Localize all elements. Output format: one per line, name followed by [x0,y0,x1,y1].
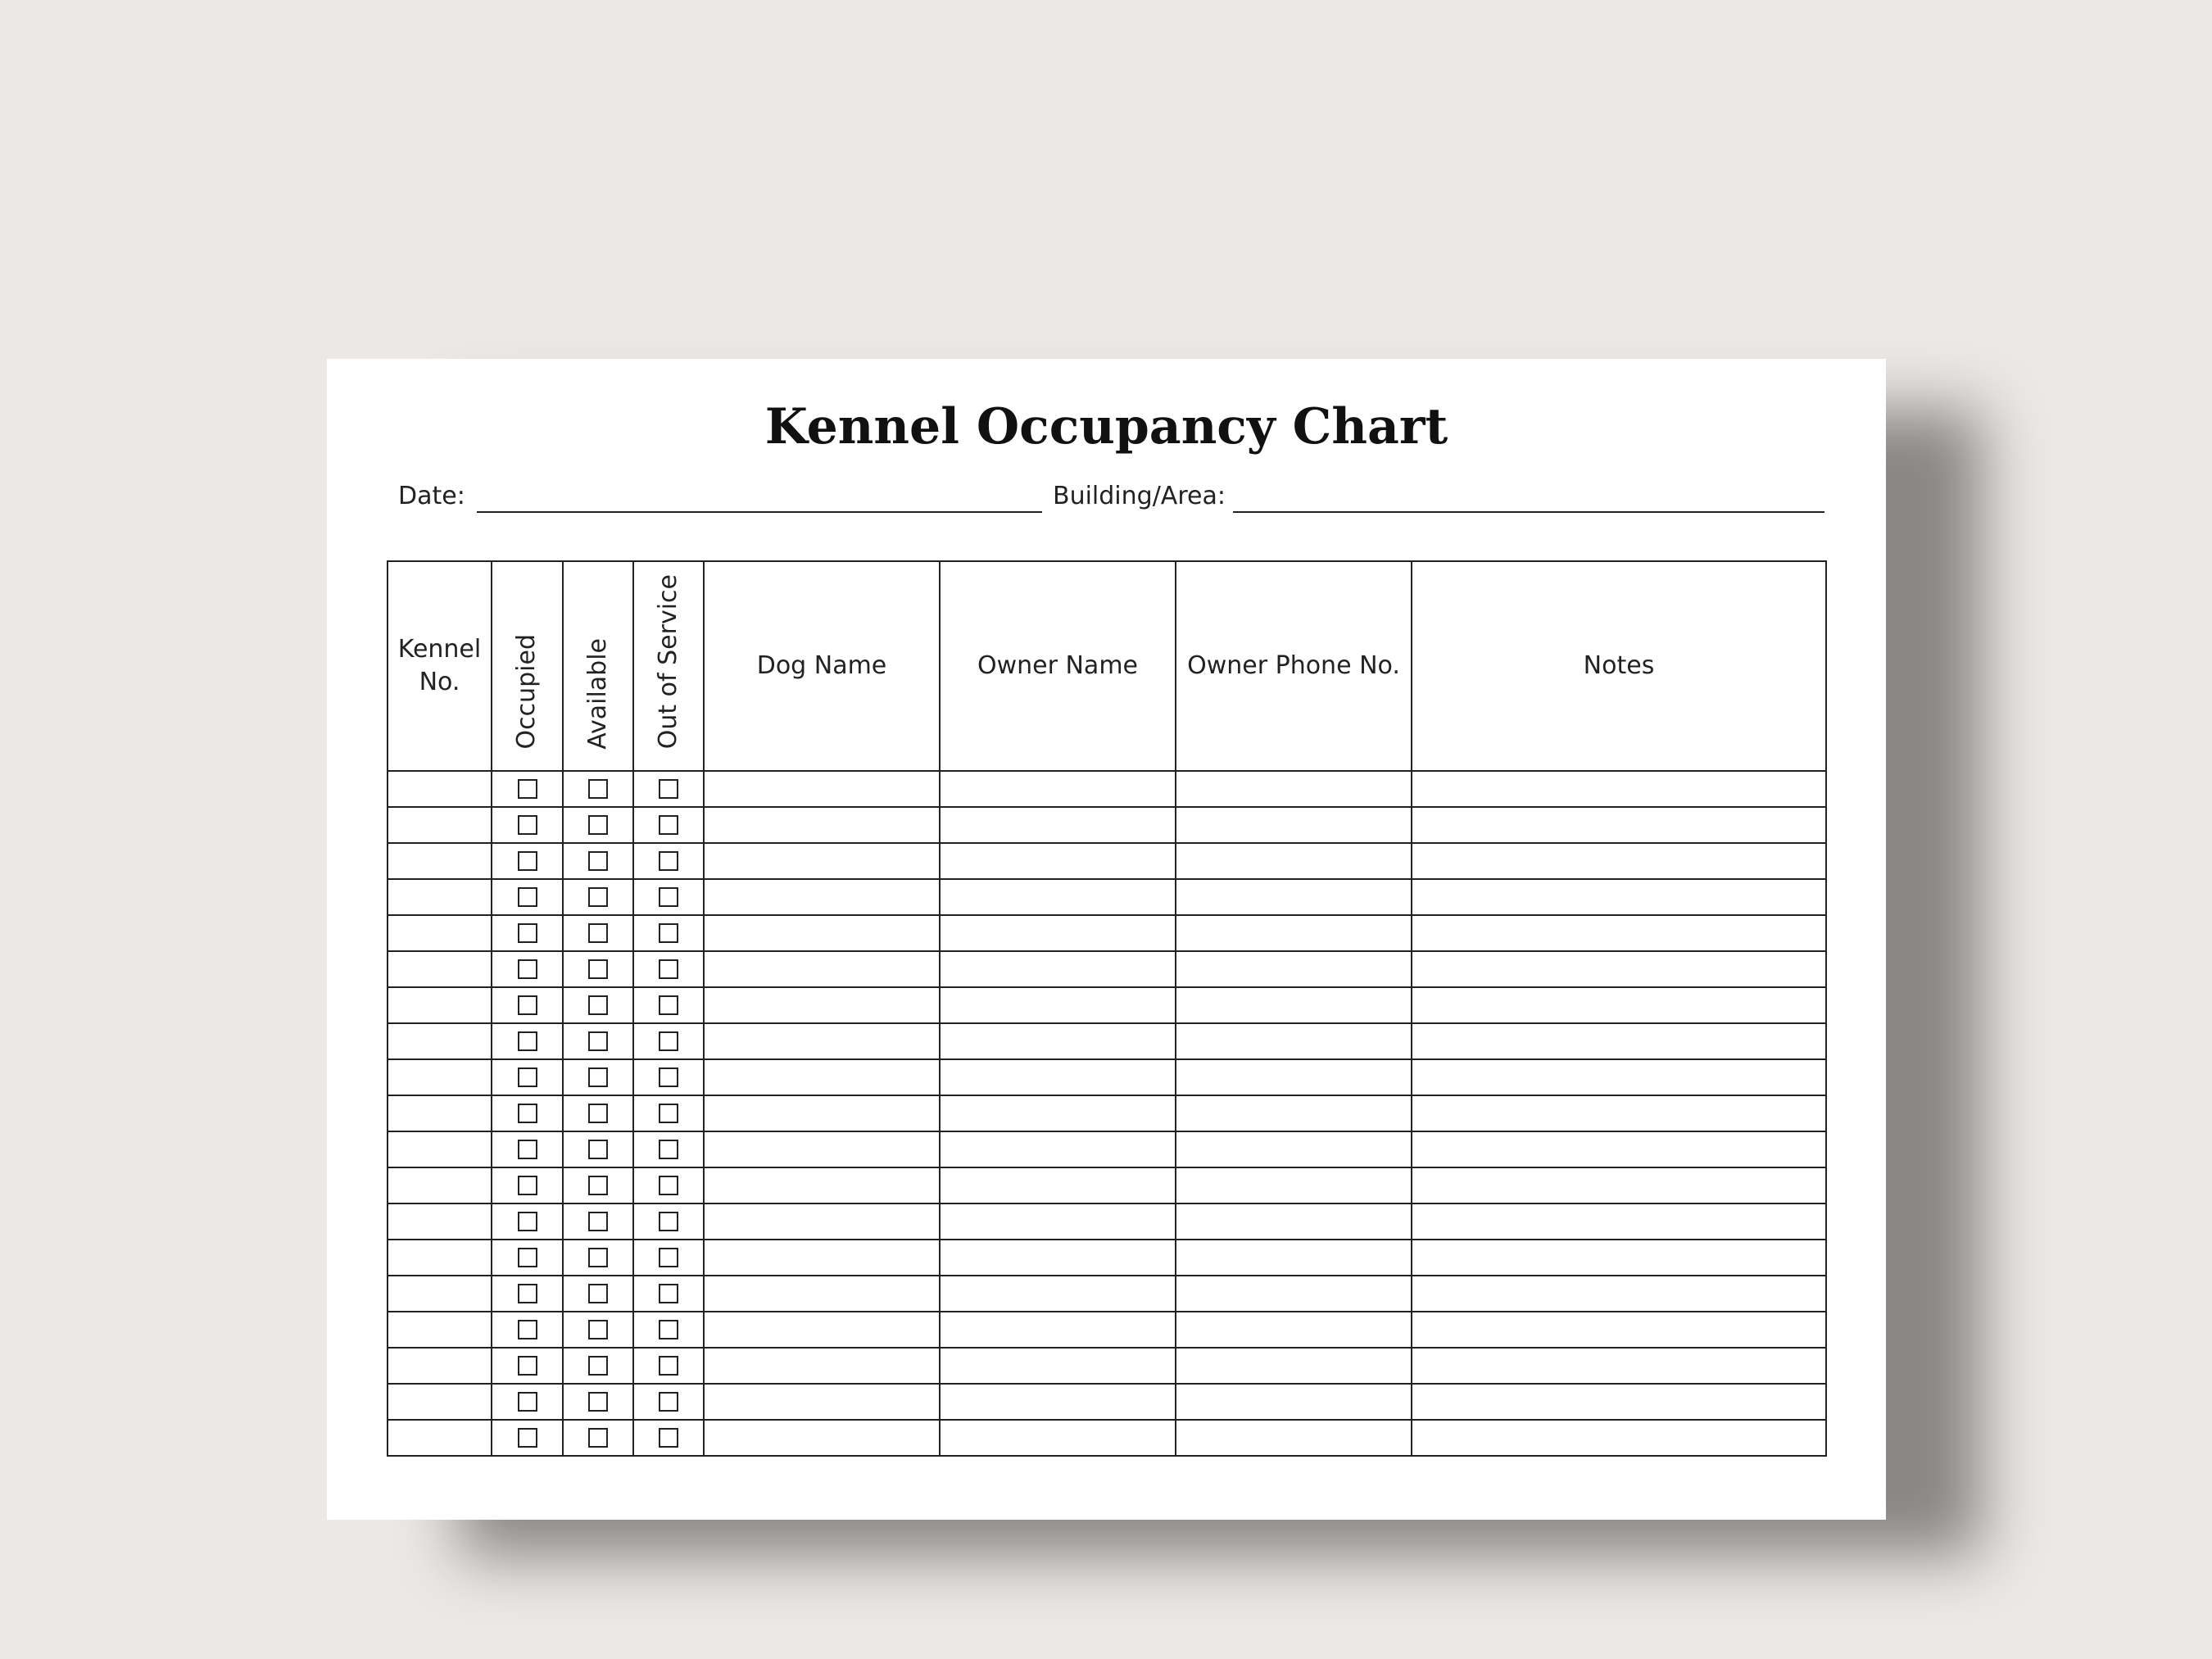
out-of-service-cell [633,1276,704,1312]
available-cell [563,1312,633,1348]
owner-name-cell[interactable] [940,843,1176,879]
owner-phone-cell[interactable] [1176,1023,1412,1059]
occupancy-table [387,560,1827,1457]
available-checkbox[interactable] [588,1140,608,1159]
kennel-no-cell[interactable] [388,1131,492,1167]
out-of-service-cell [633,987,704,1023]
dog-name-cell[interactable] [704,1059,940,1095]
out-of-service-checkbox[interactable] [659,923,678,943]
table-row [388,879,1826,915]
out-of-service-checkbox[interactable] [659,1031,678,1051]
owner-phone-cell[interactable] [1176,807,1412,843]
available-cell [563,1059,633,1095]
owner-phone-cell[interactable] [1176,1095,1412,1131]
out-of-service-cell [633,1240,704,1276]
dog-name-cell[interactable] [704,1384,940,1420]
out-of-service-checkbox[interactable] [659,851,678,871]
available-checkbox[interactable] [588,1031,608,1051]
available-checkbox[interactable] [588,1104,608,1123]
occupied-checkbox[interactable] [518,1248,537,1267]
out-of-service-checkbox[interactable] [659,1140,678,1159]
available-cell [563,1276,633,1312]
out-of-service-cell [633,1203,704,1240]
out-of-service-checkbox[interactable] [659,959,678,979]
out-of-service-checkbox[interactable] [659,1067,678,1087]
occupied-checkbox[interactable] [518,1104,537,1123]
notes-cell[interactable] [1412,1095,1826,1131]
available-cell [563,1384,633,1420]
table-row [388,1276,1826,1312]
out-of-service-cell [633,1167,704,1203]
owner-name-cell[interactable] [940,1312,1176,1348]
out-of-service-checkbox[interactable] [659,1212,678,1231]
table-row [388,807,1826,843]
kennel-no-cell[interactable] [388,1384,492,1420]
header-out-of-service [633,561,704,771]
owner-name-cell[interactable] [940,1276,1176,1312]
dog-name-cell[interactable] [704,1131,940,1167]
kennel-no-cell[interactable] [388,1023,492,1059]
occupied-checkbox[interactable] [518,1176,537,1195]
available-cell [563,1095,633,1131]
out-of-service-cell [633,1023,704,1059]
kennel-no-cell[interactable] [388,1348,492,1384]
out-of-service-checkbox[interactable] [659,779,678,799]
occupied-cell [492,987,563,1023]
owner-phone-cell[interactable] [1176,987,1412,1023]
occupied-checkbox[interactable] [518,779,537,799]
occupied-checkbox[interactable] [518,959,537,979]
notes-cell[interactable] [1412,843,1826,879]
available-checkbox[interactable] [588,1356,608,1376]
available-cell [563,843,633,879]
header-available [563,561,633,771]
out-of-service-cell [633,915,704,951]
occupied-cell [492,1240,563,1276]
occupied-cell [492,771,563,807]
owner-name-cell[interactable] [940,951,1176,987]
available-checkbox[interactable] [588,815,608,835]
occupied-cell [492,1384,563,1420]
kennel-no-cell[interactable] [388,843,492,879]
occupied-cell [492,807,563,843]
kennel-no-cell[interactable] [388,1059,492,1095]
occupancy-sheet [327,359,1886,1520]
table-row [388,1023,1826,1059]
table-row [388,951,1826,987]
owner-phone-cell[interactable] [1176,1167,1412,1203]
owner-phone-cell[interactable] [1176,1312,1412,1348]
kennel-no-cell[interactable] [388,1240,492,1276]
dog-name-cell[interactable] [704,951,940,987]
occupied-cell [492,1203,563,1240]
owner-name-cell[interactable] [940,1167,1176,1203]
table-row [388,1240,1826,1276]
header-kennel-no [388,561,492,771]
out-of-service-checkbox[interactable] [659,1320,678,1339]
notes-cell[interactable] [1412,987,1826,1023]
out-of-service-cell [633,807,704,843]
occupied-cell [492,951,563,987]
out-of-service-checkbox[interactable] [659,1284,678,1303]
occupied-checkbox[interactable] [518,1067,537,1087]
kennel-no-cell[interactable] [388,879,492,915]
building-area-label: Building/Area: [1053,482,1226,510]
owner-name-cell[interactable] [940,1420,1176,1456]
sheet-title: Kennel Occupancy Chart [764,398,1448,456]
dog-name-cell[interactable] [704,1276,940,1312]
occupied-checkbox[interactable] [518,1284,537,1303]
dog-name-cell[interactable] [704,1240,940,1276]
owner-name-cell[interactable] [940,771,1176,807]
dog-name-cell[interactable] [704,1023,940,1059]
table-row [388,1348,1826,1384]
out-of-service-checkbox[interactable] [659,1104,678,1123]
occupied-checkbox[interactable] [518,815,537,835]
occupied-cell [492,1348,563,1384]
out-of-service-cell [633,843,704,879]
out-of-service-checkbox[interactable] [659,1428,678,1448]
dog-name-cell[interactable] [704,771,940,807]
out-of-service-checkbox[interactable] [659,1356,678,1376]
owner-name-cell[interactable] [940,1384,1176,1420]
header-notes: Notes [1412,561,1826,771]
out-of-service-cell [633,1095,704,1131]
available-checkbox[interactable] [588,1176,608,1195]
notes-cell[interactable] [1412,1276,1826,1312]
owner-name-cell[interactable] [940,987,1176,1023]
notes-cell[interactable] [1412,1131,1826,1167]
out-of-service-cell [633,1059,704,1095]
available-checkbox[interactable] [588,959,608,979]
dog-name-cell[interactable] [704,1095,940,1131]
owner-phone-cell[interactable] [1176,1276,1412,1312]
out-of-service-checkbox[interactable] [659,1248,678,1267]
available-cell [563,1167,633,1203]
table-row [388,843,1826,879]
occupied-cell [492,1167,563,1203]
owner-name-cell[interactable] [940,1131,1176,1167]
available-cell [563,1420,633,1456]
occupied-checkbox[interactable] [518,1320,537,1339]
available-checkbox[interactable] [588,1212,608,1231]
occupied-cell [492,1312,563,1348]
occupied-cell [492,1131,563,1167]
out-of-service-cell [633,1312,704,1348]
available-cell [563,1348,633,1384]
header-available-label: Available [582,637,612,750]
available-cell [563,987,633,1023]
owner-phone-cell[interactable] [1176,1384,1412,1420]
table-row [388,1167,1826,1203]
table-row [388,1203,1826,1240]
notes-cell[interactable] [1412,1348,1826,1384]
owner-name-cell[interactable] [940,1095,1176,1131]
occupied-cell [492,1023,563,1059]
out-of-service-cell [633,951,704,987]
notes-cell[interactable] [1412,1240,1826,1276]
owner-name-cell[interactable] [940,915,1176,951]
kennel-no-cell[interactable] [388,951,492,987]
header-kennel-no-line2: No. [419,668,460,696]
dog-name-cell[interactable] [704,987,940,1023]
available-checkbox[interactable] [588,779,608,799]
owner-phone-cell[interactable] [1176,951,1412,987]
owner-phone-cell[interactable] [1176,843,1412,879]
header-owner-name: Owner Name [940,561,1176,771]
available-cell [563,1131,633,1167]
occupied-checkbox[interactable] [518,923,537,943]
occupied-cell [492,879,563,915]
kennel-no-cell[interactable] [388,915,492,951]
dog-name-cell[interactable] [704,1420,940,1456]
kennel-no-cell[interactable] [388,1420,492,1456]
table-row [388,1059,1826,1095]
available-cell [563,1023,633,1059]
out-of-service-checkbox[interactable] [659,1176,678,1195]
available-checkbox[interactable] [588,887,608,907]
occupied-cell [492,1059,563,1095]
notes-cell[interactable] [1412,1203,1826,1240]
owner-name-cell[interactable] [940,1240,1176,1276]
dog-name-cell[interactable] [704,843,940,879]
notes-cell[interactable] [1412,771,1826,807]
occupied-cell [492,1420,563,1456]
available-checkbox[interactable] [588,851,608,871]
table-row [388,1384,1826,1420]
available-cell [563,915,633,951]
available-checkbox[interactable] [588,995,608,1015]
notes-cell[interactable] [1412,1312,1826,1348]
occupied-checkbox[interactable] [518,887,537,907]
available-checkbox[interactable] [588,1392,608,1412]
available-checkbox[interactable] [588,923,608,943]
kennel-no-cell[interactable] [388,1095,492,1131]
dog-name-cell[interactable] [704,1203,940,1240]
out-of-service-cell [633,1384,704,1420]
out-of-service-cell [633,1131,704,1167]
owner-name-cell[interactable] [940,1348,1176,1384]
available-checkbox[interactable] [588,1284,608,1303]
available-checkbox[interactable] [588,1067,608,1087]
dog-name-cell[interactable] [704,1167,940,1203]
owner-phone-cell[interactable] [1176,771,1412,807]
available-cell [563,807,633,843]
owner-name-cell[interactable] [940,807,1176,843]
dog-name-cell[interactable] [704,1348,940,1384]
notes-cell[interactable] [1412,1059,1826,1095]
dog-name-cell[interactable] [704,915,940,951]
notes-cell[interactable] [1412,879,1826,915]
notes-cell[interactable] [1412,1023,1826,1059]
out-of-service-cell [633,879,704,915]
occupied-checkbox[interactable] [518,1428,537,1448]
kennel-no-cell[interactable] [388,1276,492,1312]
owner-phone-cell[interactable] [1176,1420,1412,1456]
available-cell [563,879,633,915]
kennel-no-cell[interactable] [388,1167,492,1203]
header-kennel-no-line1: Kennel [397,634,482,664]
available-checkbox[interactable] [588,1428,608,1448]
kennel-no-cell[interactable] [388,987,492,1023]
header-owner-phone: Owner Phone No. [1176,561,1412,771]
available-cell [563,1203,633,1240]
occupied-cell [492,1276,563,1312]
out-of-service-checkbox[interactable] [659,887,678,907]
table-row [388,987,1826,1023]
header-occupied [492,561,563,771]
out-of-service-checkbox[interactable] [659,815,678,835]
notes-cell[interactable] [1412,1384,1826,1420]
out-of-service-cell [633,1348,704,1384]
owner-name-cell[interactable] [940,1023,1176,1059]
dog-name-cell[interactable] [704,879,940,915]
owner-phone-cell[interactable] [1176,879,1412,915]
out-of-service-cell [633,771,704,807]
owner-name-cell[interactable] [940,879,1176,915]
table-row [388,1312,1826,1348]
header-row [388,561,1826,771]
notes-cell[interactable] [1412,807,1826,843]
table-body [388,771,1826,1456]
table-row [388,771,1826,807]
kennel-no-cell[interactable] [388,1312,492,1348]
available-checkbox[interactable] [588,1248,608,1267]
out-of-service-cell [633,1420,704,1456]
notes-cell[interactable] [1412,1167,1826,1203]
dog-name-cell[interactable] [704,1312,940,1348]
date-label: Date: [398,482,465,510]
kennel-no-cell[interactable] [388,1203,492,1240]
owner-phone-cell[interactable] [1176,1059,1412,1095]
occupied-checkbox[interactable] [518,1356,537,1376]
occupied-checkbox[interactable] [518,851,537,871]
table-row [388,1095,1826,1131]
header-dog-name: Dog Name [704,561,940,771]
kennel-no-cell[interactable] [388,807,492,843]
out-of-service-checkbox[interactable] [659,1392,678,1412]
owner-phone-cell[interactable] [1176,1348,1412,1384]
occupied-checkbox[interactable] [518,995,537,1015]
available-cell [563,771,633,807]
header-occupied-label: Occupied [512,634,542,750]
available-cell [563,1240,633,1276]
notes-cell[interactable] [1412,915,1826,951]
notes-cell[interactable] [1412,1420,1826,1456]
owner-phone-cell[interactable] [1176,1203,1412,1240]
occupied-checkbox[interactable] [518,1212,537,1231]
occupied-checkbox[interactable] [518,1031,537,1051]
available-checkbox[interactable] [588,1320,608,1339]
kennel-no-cell[interactable] [388,771,492,807]
occupied-cell [492,1095,563,1131]
owner-name-cell[interactable] [940,1059,1176,1095]
available-cell [563,951,633,987]
dog-name-cell[interactable] [704,807,940,843]
owner-phone-cell[interactable] [1176,1131,1412,1167]
owner-name-cell[interactable] [940,1203,1176,1240]
building-area-field[interactable] [1233,511,1824,513]
occupied-cell [492,843,563,879]
owner-phone-cell[interactable] [1176,915,1412,951]
occupied-checkbox[interactable] [518,1392,537,1412]
out-of-service-checkbox[interactable] [659,995,678,1015]
date-field[interactable] [477,511,1042,513]
table-row [388,915,1826,951]
occupied-cell [492,915,563,951]
occupied-checkbox[interactable] [518,1140,537,1159]
header-out-of-service-label: Out of Service [653,574,682,750]
notes-cell[interactable] [1412,951,1826,987]
owner-phone-cell[interactable] [1176,1240,1412,1276]
table-row [388,1420,1826,1456]
table-row [388,1131,1826,1167]
